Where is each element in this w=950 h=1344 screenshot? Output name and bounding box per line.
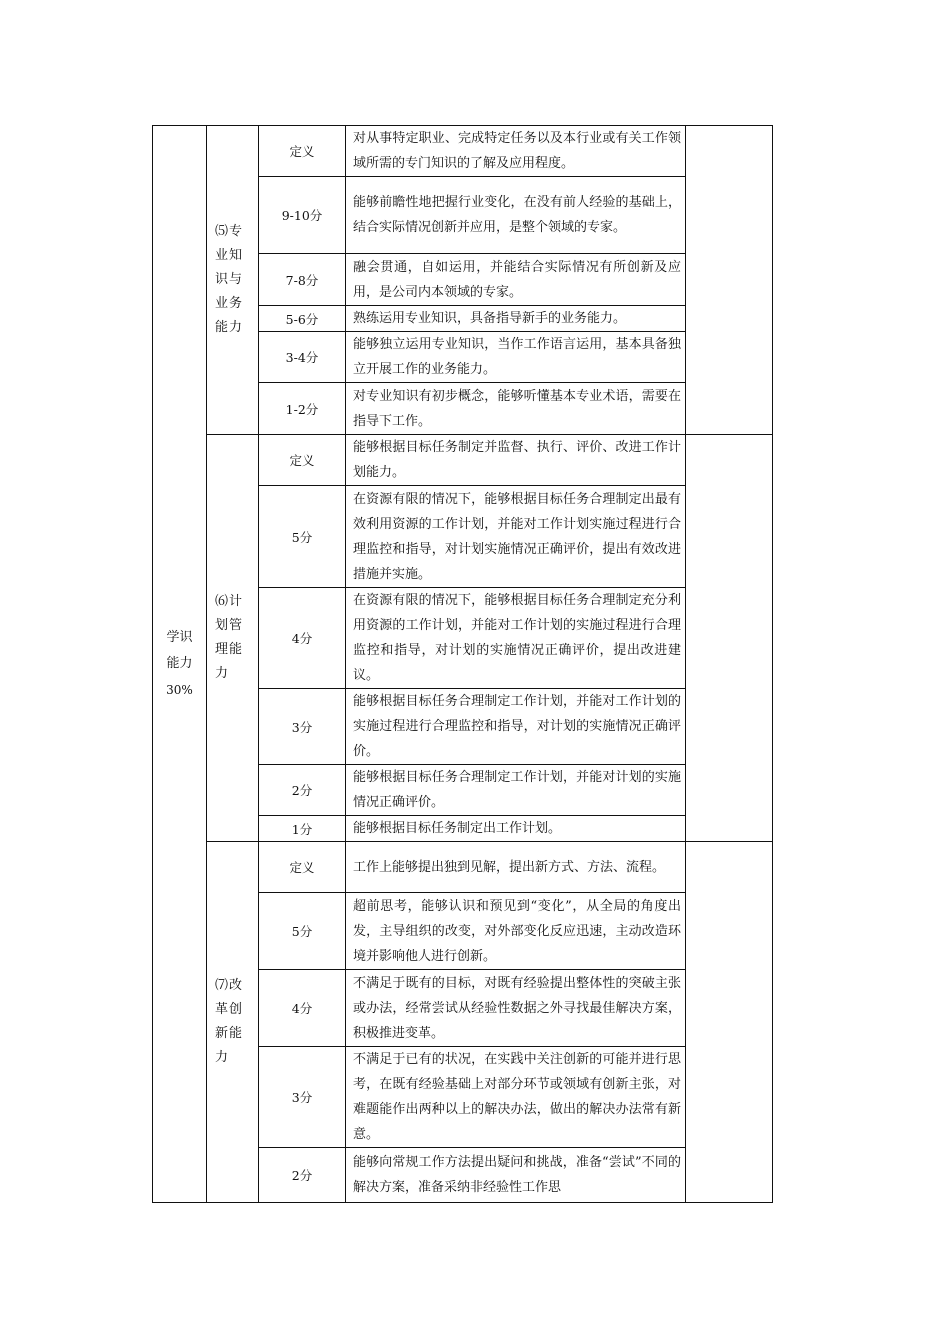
score-cell: 5-6分 xyxy=(259,306,346,332)
score-cell: 7-8分 xyxy=(259,254,346,306)
score-cell: 定义 xyxy=(259,435,346,486)
score-cell: 2分 xyxy=(259,765,346,816)
score-cell: 3分 xyxy=(259,689,346,765)
category-cell xyxy=(153,126,207,1203)
section-title: ⑺改革创新能力 xyxy=(215,978,244,1065)
description-cell: 不满足于已有的状况，在实践中关注创新的可能并进行思考，在既有经验基础上对部分环节或领域有创新主张，对难题能作出两种以上的解决办法，做出的解决办法常有新意。 xyxy=(346,1047,686,1148)
category-line: 能力 xyxy=(166,656,193,671)
description-cell: 能够根据目标任务制定出工作计划。 xyxy=(346,816,686,842)
description-cell: 能够根据目标任务合理制定工作计划，并能对计划的实施情况正确评价。 xyxy=(346,765,686,816)
score-cell: 定义 xyxy=(259,842,346,893)
section-title-cell xyxy=(207,126,259,435)
score-cell: 定义 xyxy=(259,126,346,177)
description-cell: 对专业知识有初步概念，能够听懂基本专业术语，需要在指导下工作。 xyxy=(346,383,686,435)
description-cell: 不满足于既有的目标，对既有经验提出整体性的突破主张或办法，经常尝试从经验性数据之外寻找最佳解决方案，积极推进变革。 xyxy=(346,970,686,1047)
description-cell: 能够前瞻性地把握行业变化，在没有前人经验的基础上，结合实际情况创新并应用，是整个领域的专家。 xyxy=(346,177,686,254)
evaluation-table xyxy=(152,125,773,1203)
description-cell: 能够根据目标任务合理制定工作计划，并能对工作计划的实施过程进行合理监控和指导，对计划的实施情况正确评价。 xyxy=(346,689,686,765)
score-cell: 3-4分 xyxy=(259,332,346,383)
score-cell: 4分 xyxy=(259,970,346,1047)
score-cell: 5分 xyxy=(259,486,346,588)
description-cell: 对从事特定职业、完成特定任务以及本行业或有关工作领域所需的专门知识的了解及应用程度。 xyxy=(346,126,686,177)
score-cell: 1分 xyxy=(259,816,346,842)
score-cell: 9-10分 xyxy=(259,177,346,254)
table-row xyxy=(153,842,773,893)
section-title: ⑹计划管理能力 xyxy=(215,594,244,681)
description-cell: 在资源有限的情况下，能够根据目标任务合理制定出最有效利用资源的工作计划，并能对工作计划实施过程进行合理监控和指导，对计划实施情况正确评价，提出有效改进措施并实施。 xyxy=(346,486,686,588)
blank-cell xyxy=(686,842,773,1203)
description-cell: 工作上能够提出独到见解，提出新方式、方法、流程。 xyxy=(346,842,686,893)
section-title: ⑸专业知识与业务能力 xyxy=(215,224,244,335)
section-title-cell xyxy=(207,435,259,842)
blank-cell xyxy=(686,435,773,842)
description-cell: 能够根据目标任务制定并监督、执行、评价、改进工作计划能力。 xyxy=(346,435,686,486)
section-title-cell xyxy=(207,842,259,1203)
description-cell: 融会贯通，自如运用，并能结合实际情况有所创新及应用，是公司内本领域的专家。 xyxy=(346,254,686,306)
description-cell: 在资源有限的情况下，能够根据目标任务合理制定充分利用资源的工作计划，并能对工作计划的实施过程进行合理监控和指导，对计划的实施情况正确评价，提出改进建议。 xyxy=(346,588,686,689)
description-cell: 熟练运用专业知识，具备指导新手的业务能力。 xyxy=(346,306,686,332)
score-cell: 1-2分 xyxy=(259,383,346,435)
score-cell: 4分 xyxy=(259,588,346,689)
score-cell: 2分 xyxy=(259,1148,346,1203)
description-cell: 超前思考，能够认识和预见到“变化”，从全局的角度出发，主导组织的改变，对外部变化反应迅速，主动改造环境并影响他人进行创新。 xyxy=(346,893,686,970)
category-line: 30% xyxy=(166,683,193,697)
category-line: 学识 xyxy=(166,630,193,645)
description-cell: 能够向常规工作方法提出疑问和挑战，准备“尝试”不同的解决方案，准备采纳非经验性工作思 xyxy=(346,1148,686,1203)
score-cell: 5分 xyxy=(259,893,346,970)
table-row xyxy=(153,126,773,177)
blank-cell xyxy=(686,126,773,435)
score-cell: 3分 xyxy=(259,1047,346,1148)
description-cell: 能够独立运用专业知识，当作工作语言运用，基本具备独立开展工作的业务能力。 xyxy=(346,332,686,383)
table-row xyxy=(153,435,773,486)
